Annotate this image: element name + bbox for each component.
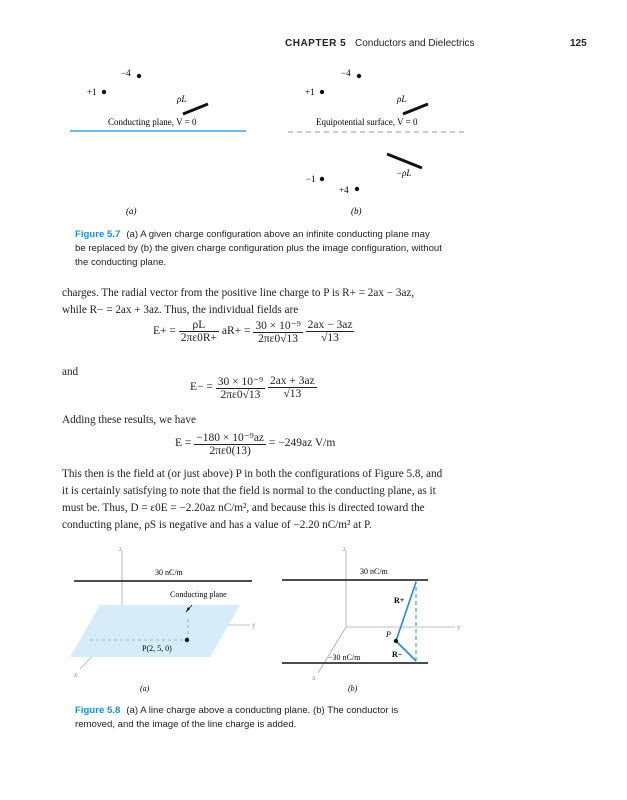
fig58a-y-label: y bbox=[252, 621, 256, 629]
fig57a-panel-label: (a) bbox=[126, 206, 137, 216]
paragraph-2-line3: must be. Thus, D = ε0E = −2.20az nC/m², and because this is directed toward the bbox=[62, 502, 425, 514]
paragraph-1-line1: charges. The radial vector from the positive line charge to P is R+ = 2ax − 3az, bbox=[62, 287, 415, 299]
eq3-den: 2πε0(13) bbox=[209, 445, 251, 457]
fig57b-charge-neg4-dot bbox=[357, 74, 361, 78]
fig58a-z-label: z bbox=[119, 545, 123, 553]
page-number: 125 bbox=[570, 38, 587, 49]
eq1-den3: √13 bbox=[321, 332, 339, 344]
fig58a-panel-label: (a) bbox=[140, 684, 150, 693]
adding-text: Adding these results, we have bbox=[62, 414, 196, 426]
fig57b-image-pos4: +4 bbox=[339, 185, 349, 195]
equation-e-plus bbox=[153, 318, 354, 345]
fig57b-image-line-charge bbox=[387, 154, 422, 168]
fig57b-image-neg1-dot bbox=[320, 177, 324, 181]
fig57b-charge-pos1: +1 bbox=[305, 87, 315, 97]
figure-5-8-caption-line1: (a) A line charge above a conducting plane. (b) The conductor is bbox=[126, 705, 399, 716]
chapter-title: Conductors and Dielectrics bbox=[354, 38, 475, 49]
fig58b-z-label: z bbox=[343, 545, 347, 553]
fig57b-line-charge bbox=[403, 104, 428, 114]
fig57b-charge-pos1-dot bbox=[320, 90, 324, 94]
eq3-rhs: = −249az V/m bbox=[268, 437, 336, 450]
eq2-den1: 2πε0√13 bbox=[220, 389, 261, 401]
paragraph-2 bbox=[62, 466, 474, 534]
eq1-num1: ρL bbox=[179, 319, 219, 332]
fig58b-x-axis bbox=[318, 627, 346, 673]
eq2-den2: √13 bbox=[283, 388, 302, 400]
fig57b-image-pos4-dot bbox=[355, 187, 359, 191]
fig58b-line-label: 30 nC/m bbox=[360, 567, 388, 576]
figure-5-7-caption-line2: be replaced by (b) the given charge configuration plus the image configuration, without bbox=[75, 243, 442, 254]
figure-5-7-caption-line1: (a) A given charge configuration above an infinite conducting plane may bbox=[126, 229, 430, 240]
fig57a-line-charge bbox=[183, 104, 208, 114]
fig58b-p-label: P bbox=[386, 630, 391, 639]
fig58b-point-p bbox=[394, 639, 398, 643]
fig57a-charge-neg4-dot bbox=[137, 74, 141, 78]
paragraph-1 bbox=[62, 285, 474, 319]
fig57b-image-neg1: −1 bbox=[306, 174, 316, 184]
fig58b-y-label: y bbox=[457, 623, 461, 631]
fig57a-charge-pos1: +1 bbox=[87, 87, 97, 97]
fig57b-image-line-label: −ρL bbox=[396, 168, 412, 178]
fig58a-x-label: x bbox=[74, 671, 78, 679]
running-header bbox=[285, 38, 474, 49]
eq1-den2: 2πε0√13 bbox=[258, 333, 299, 345]
fig57a-charge-neg4: −4 bbox=[121, 68, 131, 78]
fig58b-r-plus-vector bbox=[396, 582, 416, 641]
eq2-num2: 2ax + 3az bbox=[269, 375, 315, 387]
eq1-den1: 2πε0R+ bbox=[180, 332, 218, 344]
figure-5-8-caption-line2: removed, and the image of the line charge is added. bbox=[75, 719, 297, 730]
chapter-number: CHAPTER 5 bbox=[285, 38, 347, 49]
equation-e-minus bbox=[190, 374, 317, 401]
fig58b-x-label: x bbox=[312, 674, 316, 682]
eq1-lhs: E+ = bbox=[153, 325, 176, 338]
eq1-num3: 2ax − 3az bbox=[307, 319, 353, 331]
figure-5-8-caption-label: Figure 5.8 bbox=[75, 705, 121, 716]
eq2-lhs: E− = bbox=[190, 381, 213, 394]
figure-5-7-caption-line3: the conducting plane. bbox=[75, 257, 167, 268]
fig57b-panel-label: (b) bbox=[351, 206, 362, 216]
fig57a-charge-pos1-dot bbox=[102, 90, 106, 94]
paragraph-2-line1: This then is the field at (or just above) P in both the configurations of Figure 5.8, and bbox=[62, 468, 443, 480]
fig57b-line-label: ρL bbox=[397, 94, 407, 104]
fig57b-surface-label: Equipotential surface, V = 0 bbox=[316, 117, 418, 127]
fig58a-point-p bbox=[185, 638, 189, 642]
fig58b-image-label: −30 nC/m bbox=[328, 653, 361, 662]
figure-5-7-caption-label: Figure 5.7 bbox=[75, 229, 121, 240]
fig58a-line-label: 30 nC/m bbox=[155, 568, 183, 577]
fig57a-plane-label: Conducting plane, V = 0 bbox=[108, 117, 197, 127]
eq2-num1: 30 × 10⁻⁹ bbox=[217, 376, 264, 388]
eq1-mid: aR+ = bbox=[221, 325, 251, 338]
fig57b-charge-neg4: −4 bbox=[341, 68, 351, 78]
fig58b-r-plus-label: R+ bbox=[394, 596, 405, 605]
and-text: and bbox=[62, 366, 79, 378]
eq1-num2: 30 × 10⁻⁹ bbox=[255, 320, 301, 332]
paragraph-2-line2: it is certainly satisfying to note that the field is normal to the conducting plane, as it bbox=[62, 485, 436, 497]
fig58b-panel-label: (b) bbox=[348, 684, 358, 693]
figure-5-8-caption bbox=[75, 704, 475, 732]
fig58a-plane-label: Conducting plane bbox=[170, 590, 227, 599]
fig57a-line-label: ρL bbox=[177, 94, 187, 104]
figure-5-7-caption bbox=[75, 228, 475, 270]
paragraph-2-line4: conducting plane, ρS is negative and has a value of −2.20 nC/m² at P. bbox=[62, 519, 372, 531]
fig58b-r-minus-label: R− bbox=[392, 650, 403, 659]
figure-5-7 bbox=[60, 62, 480, 222]
equation-e-total bbox=[175, 430, 335, 457]
paragraph-1-line2: while R− = 2ax + 3az. Thus, the individual fields are bbox=[62, 304, 299, 316]
eq3-lhs: E = bbox=[175, 437, 192, 450]
fig58a-point-label: P(2, 5, 0) bbox=[142, 644, 172, 653]
eq3-num: −180 × 10⁻⁹az bbox=[196, 432, 265, 444]
figure-5-8 bbox=[60, 545, 480, 700]
